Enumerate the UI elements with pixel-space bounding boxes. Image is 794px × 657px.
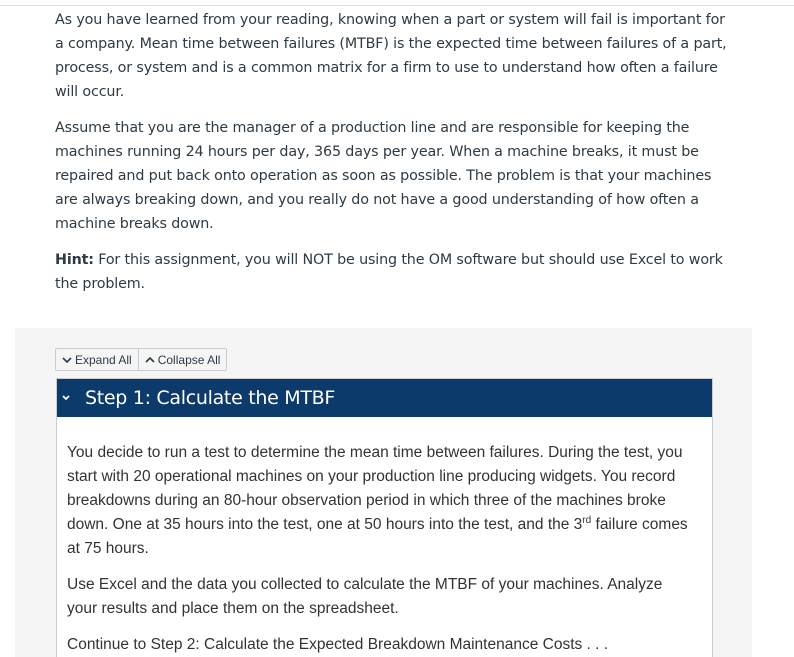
- chevron-down-icon: [62, 356, 72, 364]
- step-1-para-1-end: failure comes at 75 hours.: [67, 516, 688, 557]
- continue-step-2-text: Continue to Step 2: Calculate the Expected Breakdown Maintenance Costs . . .: [67, 636, 609, 653]
- step-1-body: [57, 417, 712, 657]
- accordion-panel: [15, 328, 752, 657]
- step-1-header[interactable]: [57, 379, 712, 417]
- intro-content: [55, 8, 735, 308]
- top-divider: [0, 5, 794, 6]
- intro-paragraph-2: Assume that you are the manager of a production line and are responsible for keeping the machines running 24 hours per day, 365 days per year. When a machine breaks, it must be repaired and put back onto operation as soon as possible. The problem is that your machines are always breaking down, and you really do not have a good understanding of how often a machine breaks down.: [55, 120, 712, 232]
- chevron-up-icon: [145, 356, 155, 364]
- collapse-all-button[interactable]: [138, 349, 227, 370]
- intro-paragraph-1: As you have learned from your reading, knowing when a part or system will fail is important for a company. Mean time between failures (MTBF) is the expected time between failures of a part, process, or system and is a common matrix for a firm to use to understand how often a failure will occur.: [55, 12, 727, 100]
- expand-all-label: Expand All: [75, 352, 132, 367]
- step-1-para-1-text: You decide to run a test to determine the mean time between failures. During the test, you start with 20 operational machines on your production line producing widgets. You record breakdowns during an 80-hour observation period in which three of the machines broke down. One at 35 hours into the test, one at 50 hours into the test, and the 3: [67, 444, 683, 533]
- step-1-title: Step 1: Calculate the MTBF: [85, 387, 335, 409]
- hint-label: Hint:: [55, 252, 94, 268]
- hint-text: For this assignment, you will NOT be using the OM software but should use Excel to work the problem.: [55, 252, 723, 292]
- hint-paragraph: [55, 248, 735, 296]
- step-1-paragraph-1: [67, 441, 692, 561]
- expand-all-button[interactable]: [56, 349, 138, 370]
- step-1-paragraph-2: Use Excel and the data you collected to calculate the MTBF of your machines. Analyze your results and place them on the spreadsheet.: [67, 576, 663, 617]
- step-1-accordion: [56, 378, 713, 657]
- accordion-controls: [55, 348, 227, 371]
- ordinal-suffix: rd: [582, 515, 592, 526]
- collapse-all-label: Collapse All: [157, 352, 221, 367]
- caret-down-icon: [61, 389, 71, 407]
